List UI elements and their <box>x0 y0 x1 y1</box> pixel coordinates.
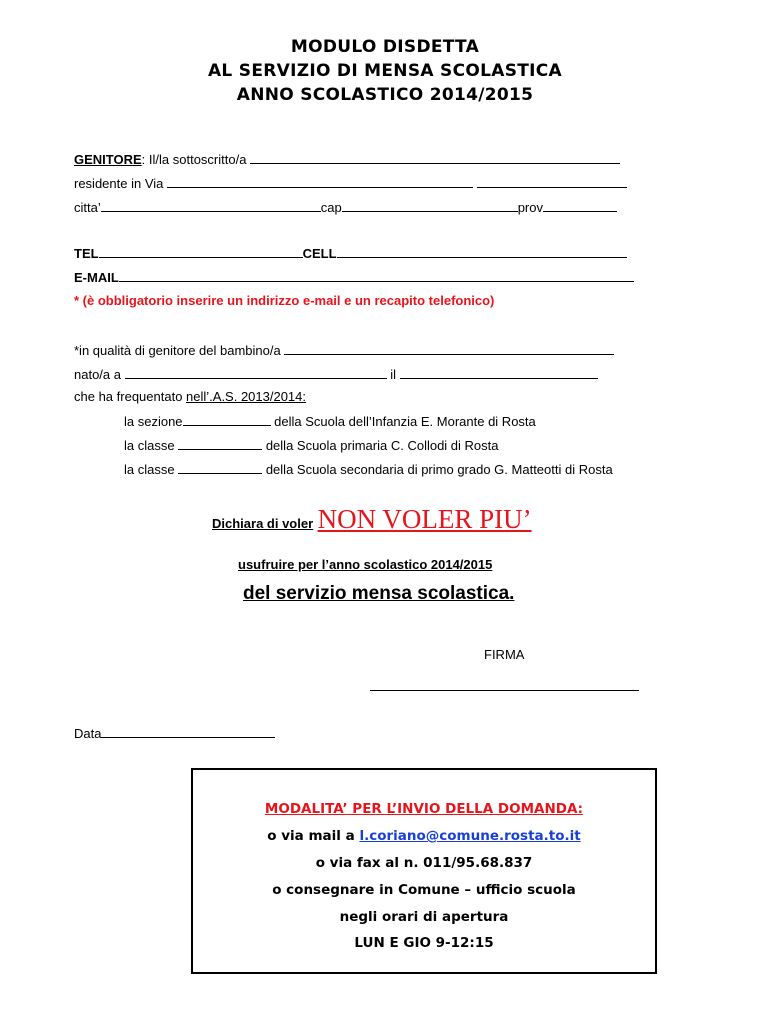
citta-field[interactable] <box>101 199 321 212</box>
tel-field[interactable] <box>99 245 303 258</box>
classe-secondaria-row <box>124 461 613 477</box>
citta-row <box>74 199 617 215</box>
email-label: E-MAIL <box>74 270 119 285</box>
fax-line: o via fax al n. 011/95.68.837 <box>315 855 533 871</box>
sottoscritto-field[interactable] <box>250 151 620 164</box>
giorni-line: LUN E GIO 9-12:15 <box>354 935 494 951</box>
classe-secondaria-field[interactable] <box>178 461 262 474</box>
frequentato-label: che ha frequentato <box>74 389 187 404</box>
dichiara-label: Dichiara di voler <box>212 516 314 531</box>
non-voler-piu: NON VOLER PIU’ <box>317 504 532 534</box>
mail-label: o via mail a <box>267 828 360 844</box>
sezione-field[interactable] <box>183 413 271 426</box>
form-title-line2: AL SERVIZIO DI MENSA SCOLASTICA <box>207 61 563 81</box>
dichiara-row <box>212 504 532 535</box>
data-label: Data <box>74 726 102 741</box>
citta-label: citta’ <box>74 200 101 215</box>
luogo-nascita-field[interactable] <box>125 366 387 379</box>
prov-label: prov <box>517 200 543 215</box>
firma-label: FIRMA <box>484 647 525 662</box>
firma-field[interactable] <box>370 690 639 691</box>
residente-row <box>74 175 627 191</box>
email-row <box>74 269 634 285</box>
sezione-label: la sezione <box>124 414 183 429</box>
genitore-row <box>74 151 620 167</box>
cap-label: cap <box>320 200 342 215</box>
classe-secondaria-label: la classe <box>124 462 175 477</box>
classe-primaria-field[interactable] <box>178 437 262 450</box>
orari-line: negli orari di apertura <box>339 909 509 925</box>
prov-field[interactable] <box>543 199 617 212</box>
qualita-label: *in qualità di genitore del bambino/a <box>74 343 281 358</box>
comune-line: o consegnare in Comune – ufficio scuola <box>272 882 576 898</box>
anno-precedente-label: nell’.A.S. 2013/2014: <box>186 389 307 404</box>
frequentato-row <box>74 389 306 404</box>
data-field[interactable] <box>101 725 275 738</box>
email-field[interactable] <box>119 269 634 282</box>
modalita-box <box>191 768 657 974</box>
classe-primaria-school: della Scuola primaria C. Collodi di Rosta <box>265 438 499 453</box>
form-title-line1: MODULO DISDETTA <box>290 37 480 57</box>
classe-primaria-row <box>124 437 499 453</box>
via-field[interactable] <box>167 175 473 188</box>
bambino-field[interactable] <box>284 342 614 355</box>
classe-secondaria-school: della Scuola secondaria di primo grado G. Matteotti di Rosta <box>265 462 613 477</box>
genitore-label: GENITORE <box>74 152 142 167</box>
data-nascita-field[interactable] <box>400 366 598 379</box>
data-row <box>74 725 275 741</box>
sottoscritto-label: : Il/la sottoscritto/a <box>141 152 247 167</box>
il-label: il <box>390 367 397 382</box>
qualita-row <box>74 342 614 358</box>
cell-field[interactable] <box>337 245 627 258</box>
nato-label: nato/a a <box>74 367 121 382</box>
tel-row <box>74 245 627 261</box>
sezione-school: della Scuola dell’Infanzia E. Morante di Rosta <box>274 414 536 429</box>
residente-label: residente in Via <box>74 176 164 191</box>
nato-row <box>74 366 598 382</box>
mail-line <box>193 828 655 844</box>
cell-label: CELL <box>302 246 337 261</box>
cap-field[interactable] <box>342 199 518 212</box>
obbligatorio-note: * (è obbligatorio inserire un indirizzo e-mail e un recapito telefonico) <box>74 293 495 308</box>
email-link[interactable]: l.coriano@comune.rosta.to.it <box>359 828 581 844</box>
civico-field[interactable] <box>477 175 627 188</box>
form-title-line3: ANNO SCOLASTICO 2014/2015 <box>236 85 534 105</box>
classe-primaria-label: la classe <box>124 438 175 453</box>
modalita-title: MODALITA’ PER L’INVIO DELLA DOMANDA: <box>264 801 584 817</box>
tel-label: TEL <box>74 246 99 261</box>
usufruire-line: usufruire per l’anno scolastico 2014/2015 <box>238 557 493 572</box>
sezione-row <box>124 413 536 429</box>
servizio-mensa-line: del servizio mensa scolastica. <box>243 583 515 604</box>
